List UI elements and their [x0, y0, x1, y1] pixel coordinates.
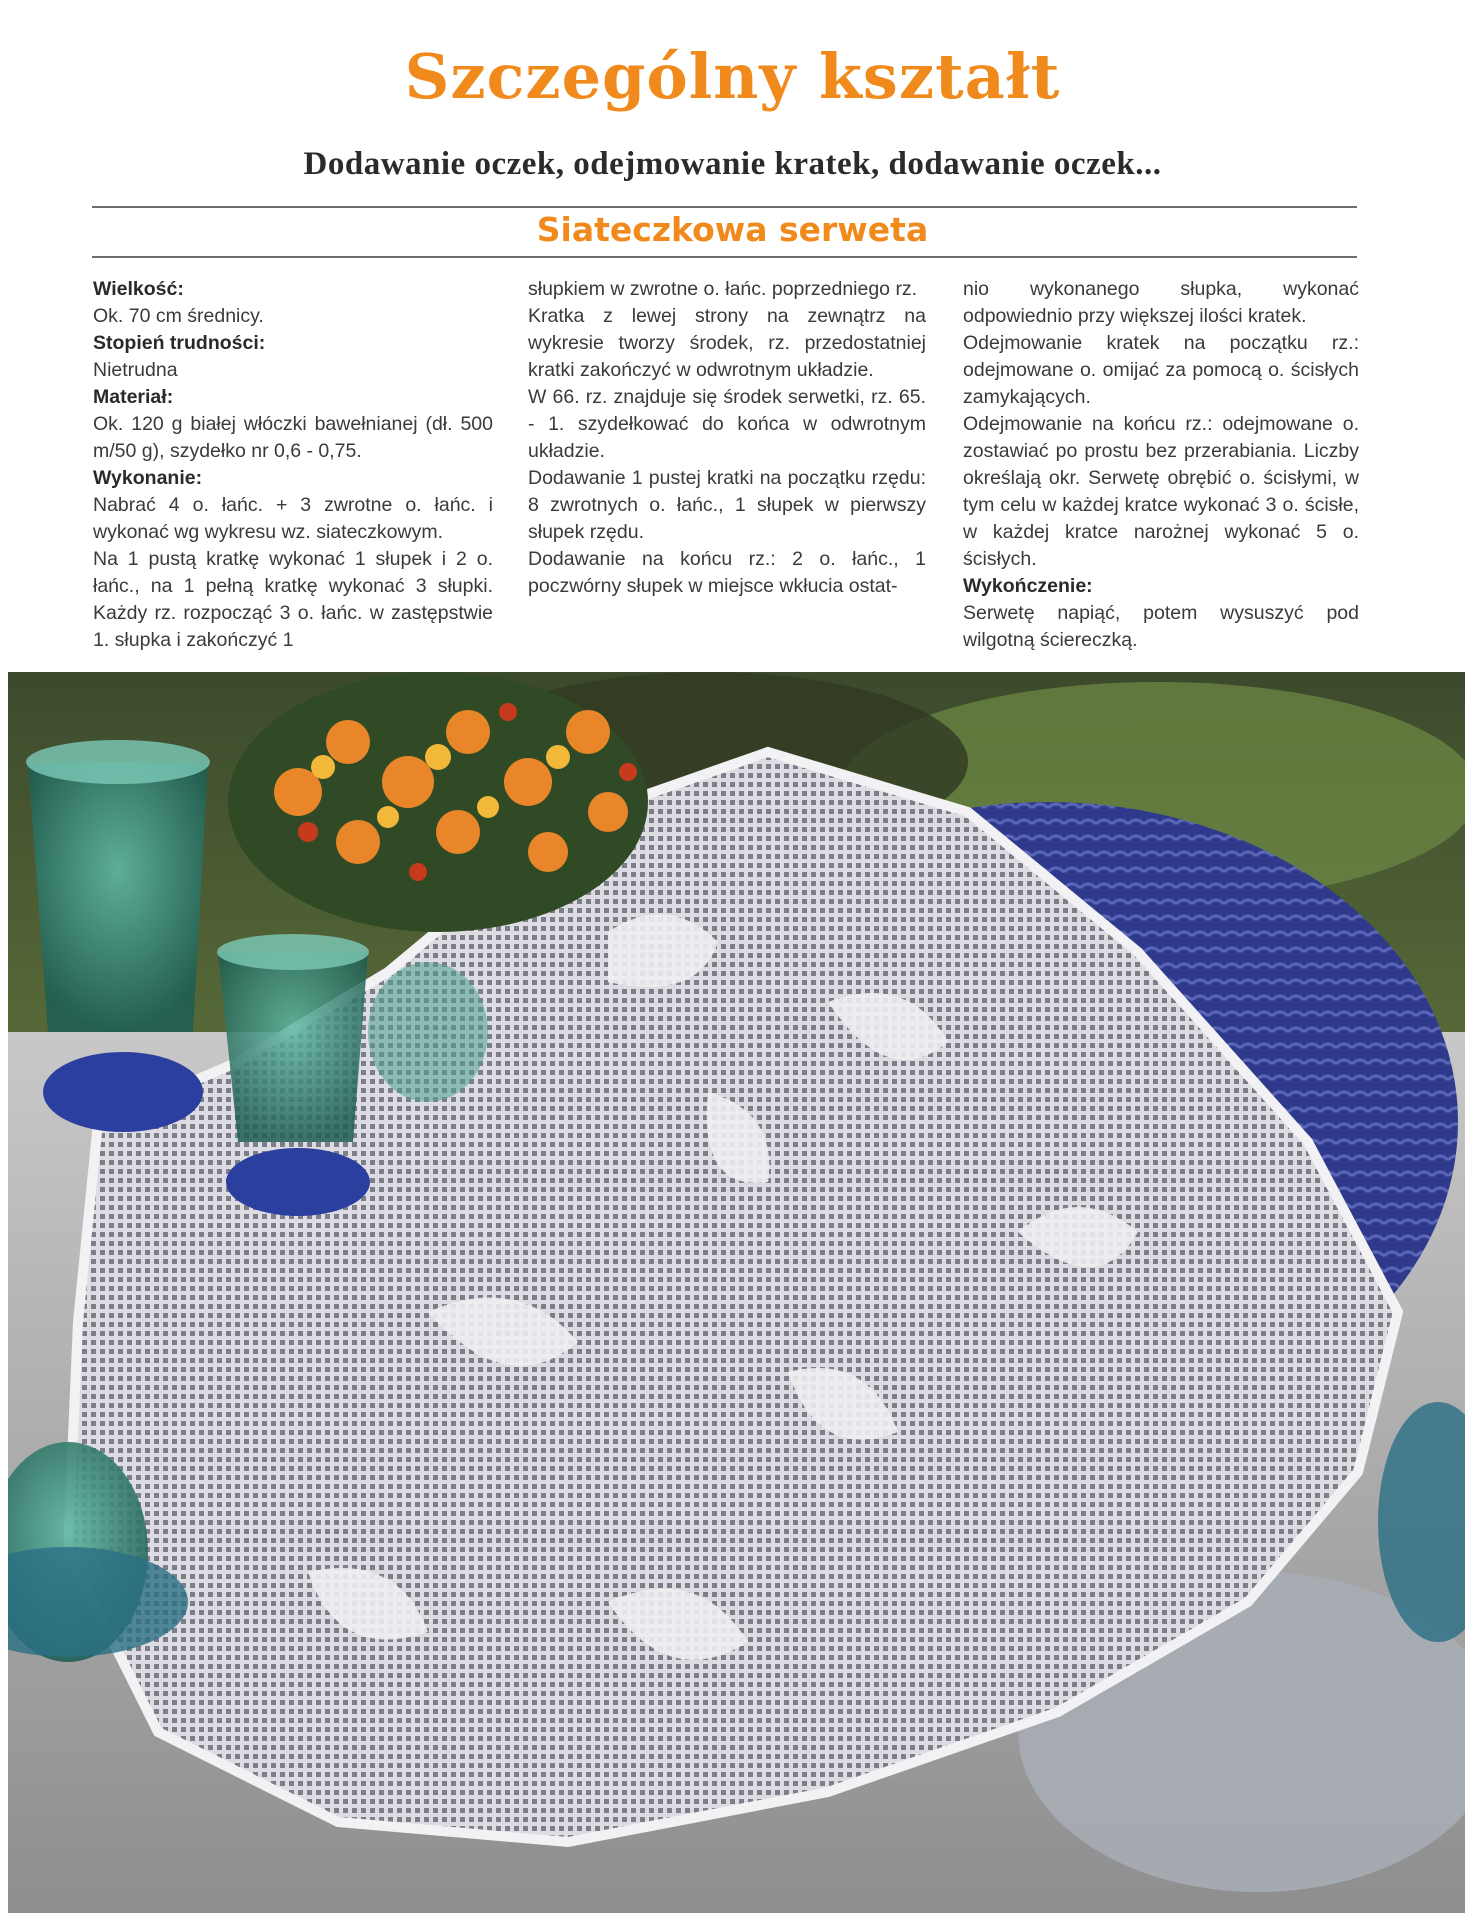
divider-top [92, 206, 1357, 208]
page-title: Szczególny kształt [404, 40, 1061, 113]
section-heading: Wielkość: [93, 278, 184, 300]
doily-photo [8, 672, 1465, 1913]
body-paragraph: Kratka z lewej strony na zewnątrz na wykresie tworzy środek, rz. przedostatniej kratki zakończyć w odwrotnym układzie. [528, 305, 926, 381]
body-paragraph: Dodawanie na końcu rz.: 2 o. łańc., 1 poczwórny słupek w miejsce wkłucia ostat- [528, 548, 926, 597]
body-paragraph: nio wykonanego słupka, wykonać odpowiednio przy większej ilości kratek. [963, 278, 1359, 327]
section-title: Siateczkowa serweta [536, 210, 929, 249]
body-paragraph: Nabrać 4 o. łańc. + 3 zwrotne o. łańc. i wykonać wg wykresu wz. siateczkowym. [93, 494, 493, 543]
body-paragraph: Odejmowanie na końcu rz.: odejmowane o. zostawiać po prostu bez przerabiania. Liczby określają okr. Serwetę obrębić o. ścisłymi, w tym celu w każdej kratce wykonać 3 o. ścisłe, w każdej kratce narożnej wykonać 5 o. ścisłych. [963, 413, 1359, 570]
body-paragraph: Ok. 120 g białej włóczki bawełnianej (dł. 500 m/50 g), szydełko nr 0,6 - 0,75. [93, 413, 493, 462]
body-paragraph: Dodawanie 1 pustej kratki na początku rzędu: 8 zwrotnych o. łańc., 1 słupek w pierwszy słupek rzędu. [528, 467, 926, 543]
body-paragraph: W 66. rz. znajduje się środek serwetki, rz. 65. - 1. szydełkować do końca w odwrotnym układzie. [528, 386, 926, 462]
body-paragraph: Serwetę napiąć, potem wysuszyć pod wilgotną ściereczką. [963, 602, 1359, 651]
page-subtitle: Dodawanie oczek, odejmowanie kratek, dodawanie oczek... [303, 146, 1162, 182]
divider-bottom [92, 256, 1357, 258]
body-paragraph: Odejmowanie kratek na początku rz.: odejmowane o. omijać za pomocą o. ścisłych zamykających. [963, 332, 1359, 408]
rose-bouquet [228, 672, 648, 932]
text-column-1 [93, 276, 493, 654]
section-heading: Stopień trudności: [93, 332, 266, 354]
text-column-2 [528, 276, 926, 600]
body-paragraph: Ok. 70 cm średnicy. [93, 305, 264, 327]
section-heading: Wykonanie: [93, 467, 203, 489]
body-paragraph: słupkiem w zwrotne o. łańc. poprzedniego rz. [528, 278, 918, 300]
body-paragraph: Nietrudna [93, 359, 178, 381]
section-heading: Wykończenie: [963, 575, 1093, 597]
text-column-3 [963, 276, 1359, 654]
body-paragraph: Na 1 pustą kratkę wykonać 1 słupek i 2 o. łańc., na 1 pełną kratkę wykonać 3 słupki. Każdy rz. rozpocząć 3 o. łańc. w zastępstwie 1. słupka i zakończyć 1 [93, 548, 493, 651]
section-heading: Materiał: [93, 386, 174, 408]
